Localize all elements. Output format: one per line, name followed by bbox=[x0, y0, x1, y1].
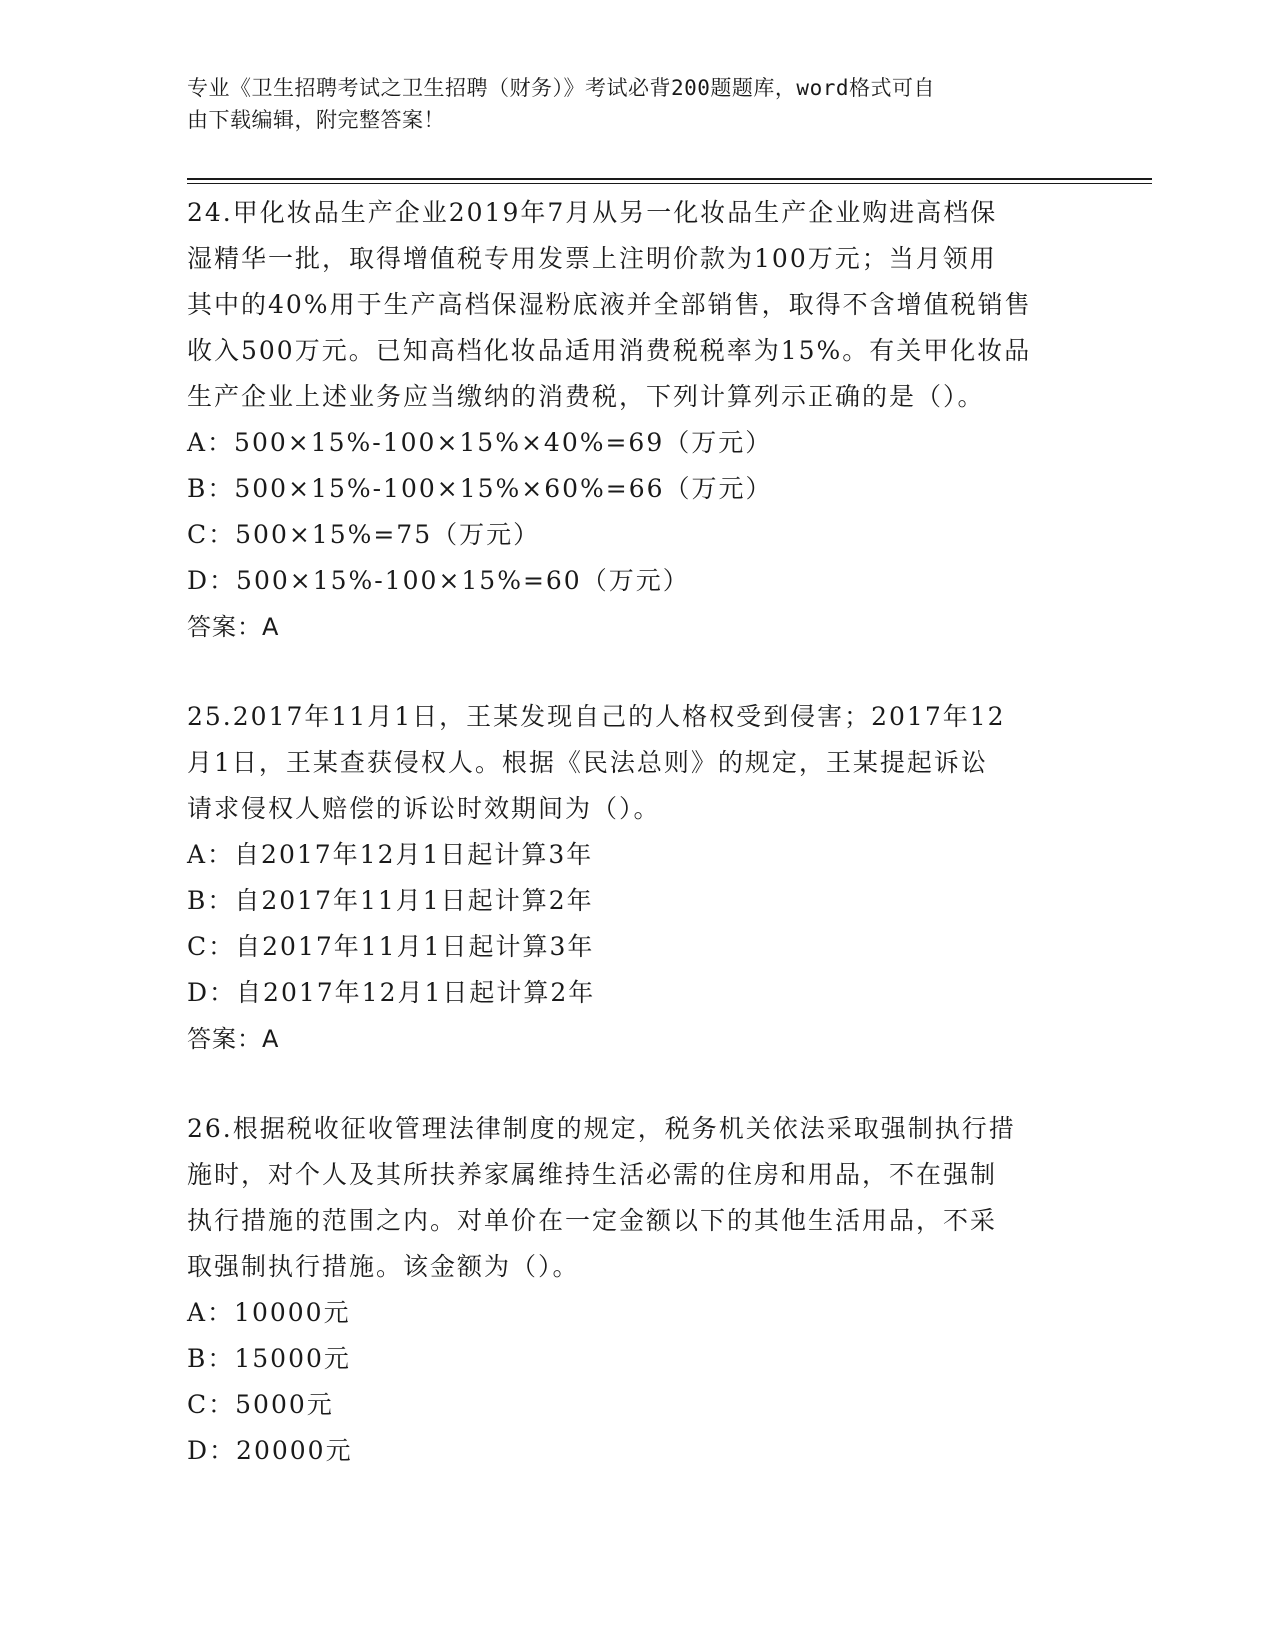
question-text: 生产企业上述业务应当缴纳的消费税，下列计算列示正确的是（）。 bbox=[187, 382, 985, 411]
question-text: 执行措施的范围之内。对单价在一定金额以下的其他生活用品，不采 bbox=[187, 1206, 998, 1235]
question-text: 25.2017年11月1日，王某发现自己的人格权受到侵害；2017年12 bbox=[187, 702, 1006, 731]
header-line: 专业《卫生招聘考试之卫生招聘（财务）》考试必背200题题库，word格式可自 bbox=[187, 76, 935, 100]
question-24 bbox=[187, 190, 1087, 650]
answer-text: 答案：A bbox=[187, 613, 280, 641]
question-26 bbox=[187, 1106, 1087, 1474]
option-c: C：5000元 bbox=[187, 1390, 334, 1419]
option-a: A：自2017年12月1日起计算3年 bbox=[187, 840, 594, 869]
option-a: A：500×15%-100×15%×40%=69（万元） bbox=[187, 428, 773, 457]
question-text: 其中的40%用于生产高档保湿粉底液并全部销售，取得不含增值税销售 bbox=[187, 290, 1032, 319]
question-list bbox=[187, 190, 1087, 1474]
question-25 bbox=[187, 694, 1087, 1062]
option-c: C：自2017年11月1日起计算3年 bbox=[187, 932, 595, 961]
option-b: B：15000元 bbox=[187, 1344, 351, 1373]
question-text: 请求侵权人赔偿的诉讼时效期间为（）。 bbox=[187, 794, 661, 823]
question-text: 收入500万元。已知高档化妆品适用消费税税率为15%。有关甲化妆品 bbox=[187, 336, 1032, 365]
header-divider bbox=[187, 178, 1152, 180]
option-b: B：500×15%-100×15%×60%=66（万元） bbox=[187, 474, 773, 503]
option-a: A：10000元 bbox=[187, 1298, 351, 1327]
document-header bbox=[187, 72, 1087, 136]
option-c: C：500×15%=75（万元） bbox=[187, 520, 541, 549]
question-spacer bbox=[187, 650, 1087, 694]
question-text: 26.根据税收征收管理法律制度的规定，税务机关依法采取强制执行措 bbox=[187, 1114, 1016, 1143]
header-line: 由下载编辑，附完整答案！ bbox=[187, 108, 445, 132]
option-d: D：自2017年12月1日起计算2年 bbox=[187, 978, 596, 1007]
question-text: 月1日，王某查获侵权人。根据《民法总则》的规定，王某提起诉讼 bbox=[187, 748, 988, 777]
answer-text: 答案：A bbox=[187, 1025, 280, 1053]
question-text: 湿精华一批，取得增值税专用发票上注明价款为100万元；当月领用 bbox=[187, 244, 997, 273]
header-divider-thin bbox=[187, 183, 1152, 184]
question-text: 施时，对个人及其所扶养家属维持生活必需的住房和用品，不在强制 bbox=[187, 1160, 998, 1189]
option-d: D：20000元 bbox=[187, 1436, 353, 1465]
option-b: B：自2017年11月1日起计算2年 bbox=[187, 886, 594, 915]
question-spacer bbox=[187, 1062, 1087, 1106]
question-text: 24.甲化妆品生产企业2019年7月从另一化妆品生产企业购进高档保 bbox=[187, 198, 998, 227]
question-text: 取强制执行措施。该金额为（）。 bbox=[187, 1252, 580, 1281]
option-d: D：500×15%-100×15%=60（万元） bbox=[187, 566, 690, 595]
